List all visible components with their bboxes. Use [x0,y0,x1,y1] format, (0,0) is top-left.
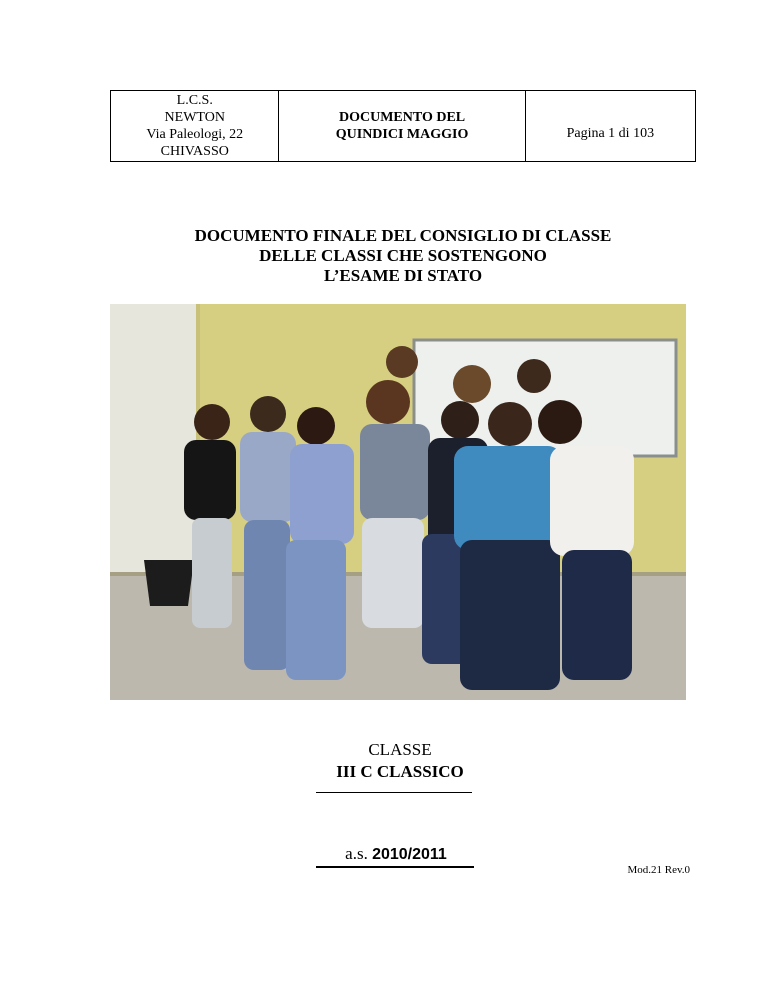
title-line-1: DOCUMENTO FINALE DEL CONSIGLIO DI CLASSE [194,226,612,245]
school-info-cell [111,91,279,162]
title-line-2: DELLE CLASSI CHE SOSTENGONO [259,246,547,265]
document-type-line1: DOCUMENTO DEL [338,110,466,125]
page-number: Pagina 1 di 103 [566,125,655,141]
classe-name: III C CLASSICO [336,762,464,781]
school-year-value: 2010/2011 [372,846,447,863]
document-type-line2: QUINDICI MAGGIO [335,127,469,142]
divider [316,792,472,793]
document-title [110,226,696,286]
school-address: Via Paleologi, 22 [146,127,244,142]
school-name: L.C.S. [176,93,213,108]
classe-label: CLASSE [368,740,432,759]
title-line-3: L’ESAME DI STATO [323,266,483,285]
school-name-2: NEWTON [164,110,225,125]
form-revision: Mod.21 Rev.0 [627,864,690,876]
divider-bold [316,866,474,868]
school-year-prefix: a.s. [345,844,368,863]
document-type-cell [279,91,525,162]
document-header-table [110,90,696,162]
school-city: CHIVASSO [160,144,229,159]
class-group-photo-icon [110,304,686,700]
page-number-cell [525,91,695,162]
class-photo [110,304,686,700]
school-year [316,844,476,864]
